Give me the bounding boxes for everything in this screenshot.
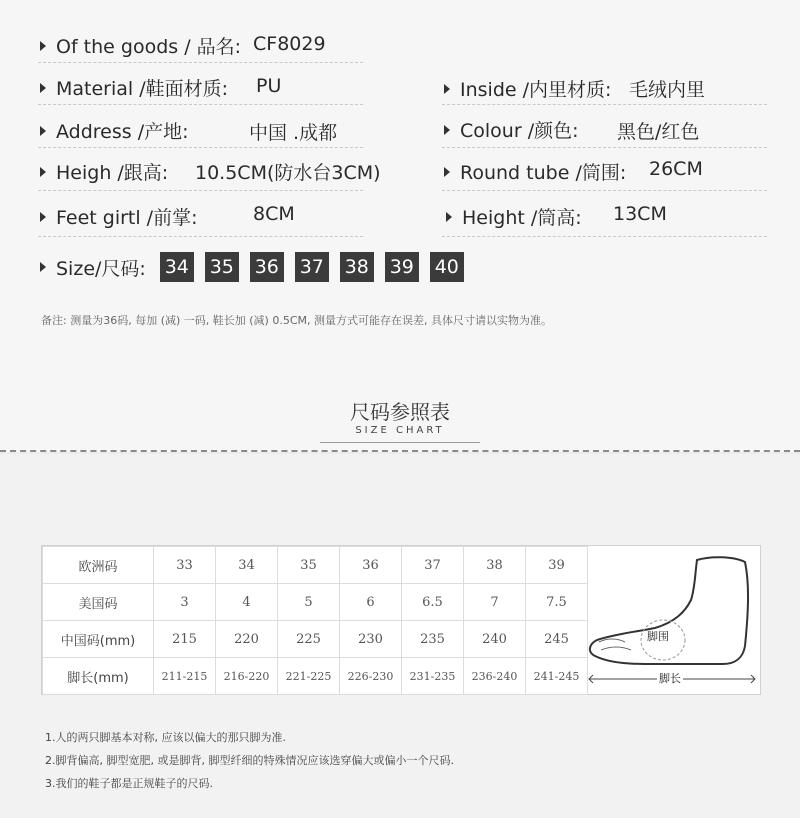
spec-inside-value: 毛绒内里 (629, 79, 706, 101)
table-cell: 6.5 (402, 584, 464, 621)
foot-girth-label: 脚围 (647, 630, 669, 643)
bullet-icon (40, 167, 46, 177)
spec-colour-label: Colour /颜色: (460, 120, 579, 142)
spec-heigh-value: 10.5CM(防水台3CM) (195, 162, 381, 184)
spec-address-value: 中国 .成都 (249, 122, 338, 144)
table-cell: 236-240 (464, 658, 526, 695)
table-cell: 230 (340, 621, 402, 658)
spec-height-label: Height /筒高: (462, 207, 582, 229)
table-row (43, 621, 588, 658)
spec-round-tube (444, 158, 626, 185)
rule-2: 2.脚背偏高, 脚型宽肥, 或是脚背, 脚型纤细的特殊情况应该选穿偏大或偏小一个尺码. (45, 754, 454, 767)
spec-address-label: Address /产地: (56, 121, 189, 143)
spec-colour (444, 116, 579, 143)
foot-diagram (585, 546, 759, 694)
spec-inside-label: Inside /内里材质: (460, 79, 612, 101)
spec-material-value: PU (256, 75, 282, 97)
rule-1: 1.人的两只脚基本对称, 应该以偏大的那只脚为准. (45, 731, 286, 744)
table-cell: 216-220 (216, 658, 278, 695)
table-cell: 4 (216, 584, 278, 621)
spec-feet (40, 203, 197, 230)
row-header: 中国码(mm) (43, 621, 154, 658)
table-cell: 37 (402, 547, 464, 584)
divider (38, 236, 363, 237)
table-cell: 221-225 (278, 658, 340, 695)
table-cell: 7 (464, 584, 526, 621)
spec-material (40, 74, 228, 101)
table-row (43, 547, 588, 584)
table-cell: 241-245 (526, 658, 588, 695)
spec-round-tube-label: Round tube /筒围: (460, 162, 627, 184)
spec-height (446, 203, 582, 230)
spec-feet-value: 8CM (253, 203, 295, 225)
rule-3: 3.我们的鞋子都是正规鞋子的尺码. (45, 777, 213, 790)
divider (442, 236, 767, 237)
bullet-icon (444, 84, 450, 94)
spec-round-tube-value: 26CM (649, 158, 703, 180)
divider (442, 104, 767, 105)
spec-goods-label: Of the goods / 品名: (56, 36, 242, 58)
table-cell: 226-230 (340, 658, 402, 695)
foot-length-label: 脚长 (659, 672, 681, 685)
measurement-note: 备注: 测量为36码, 每加 (减) 一码, 鞋长加 (减) 0.5CM, 测量方式可能存在误差, 具体尺寸请以实物为准。 (41, 314, 552, 327)
size-option[interactable]: 39 (385, 252, 419, 282)
spec-feet-label: Feet girtl /前掌: (56, 207, 198, 229)
size-option[interactable]: 37 (295, 252, 329, 282)
table-cell: 225 (278, 621, 340, 658)
table-cell: 3 (154, 584, 216, 621)
spec-goods (40, 32, 241, 59)
bullet-icon (40, 41, 46, 51)
size-option[interactable]: 36 (250, 252, 284, 282)
divider (38, 190, 363, 191)
divider (38, 62, 363, 63)
size-option[interactable]: 35 (205, 252, 239, 282)
table-cell: 39 (526, 547, 588, 584)
size-chart-subtitle: SIZE CHART (355, 425, 445, 436)
row-header: 脚长(mm) (43, 658, 154, 695)
divider (38, 104, 363, 105)
table-cell: 33 (154, 547, 216, 584)
bullet-icon (40, 212, 46, 222)
size-option[interactable]: 38 (340, 252, 374, 282)
table-cell: 220 (216, 621, 278, 658)
divider (38, 147, 363, 148)
title-underline (320, 442, 480, 443)
row-header: 美国码 (43, 584, 154, 621)
bullet-icon (444, 125, 450, 135)
table-cell: 211-215 (154, 658, 216, 695)
size-selector (40, 252, 475, 282)
bullet-icon (40, 262, 46, 272)
spec-inside (444, 75, 611, 102)
table-cell: 38 (464, 547, 526, 584)
row-header: 欧洲码 (43, 547, 154, 584)
table-cell: 7.5 (526, 584, 588, 621)
spec-goods-value: CF8029 (253, 33, 326, 55)
table-cell: 235 (402, 621, 464, 658)
table-cell: 36 (340, 547, 402, 584)
table-cell: 240 (464, 621, 526, 658)
size-table-card (41, 545, 761, 695)
bullet-icon (446, 212, 452, 222)
table-cell: 6 (340, 584, 402, 621)
table-cell: 34 (216, 547, 278, 584)
size-option[interactable]: 34 (160, 252, 194, 282)
bullet-icon (40, 83, 46, 93)
bullet-icon (40, 126, 46, 136)
spec-material-label: Material /鞋面材质: (56, 78, 229, 100)
size-chart-title: 尺码参照表 (350, 400, 450, 424)
table-cell: 245 (526, 621, 588, 658)
table-row (43, 584, 588, 621)
spec-colour-value: 黑色/红色 (617, 121, 700, 143)
size-label: Size/尺码: (56, 257, 146, 280)
table-cell: 5 (278, 584, 340, 621)
size-table (42, 546, 588, 695)
table-cell: 215 (154, 621, 216, 658)
spec-address (40, 117, 189, 144)
table-cell: 231-235 (402, 658, 464, 695)
bullet-icon (444, 167, 450, 177)
size-option[interactable]: 40 (430, 252, 464, 282)
spec-heigh-label: Heigh /跟高: (56, 162, 169, 184)
spec-height-value: 13CM (613, 203, 667, 225)
table-row (43, 658, 588, 695)
divider (442, 190, 767, 191)
table-cell: 35 (278, 547, 340, 584)
section-separator (0, 450, 800, 452)
divider (442, 147, 767, 148)
spec-heigh (40, 158, 168, 185)
